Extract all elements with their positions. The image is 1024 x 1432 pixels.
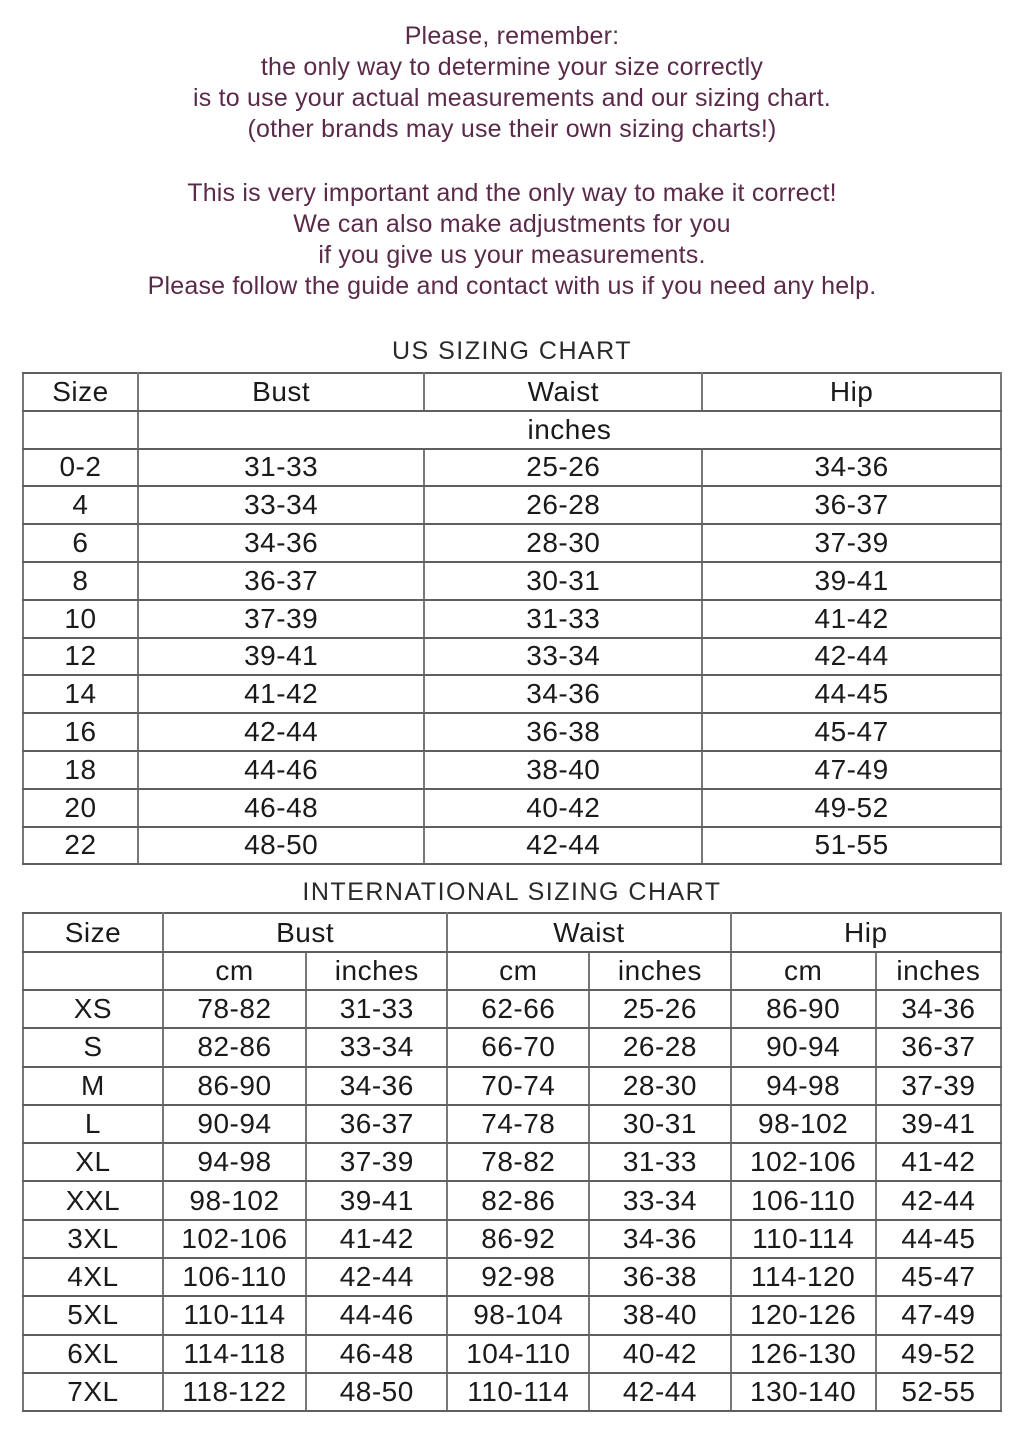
us-table-row bbox=[23, 789, 1001, 827]
measurement-cell: 39-41 bbox=[306, 1181, 447, 1219]
measurement-cell: 41-42 bbox=[138, 675, 425, 713]
column-header-size: Size bbox=[23, 913, 163, 951]
measurement-cell: 33-34 bbox=[306, 1028, 447, 1066]
measurement-cell: 33-34 bbox=[424, 638, 702, 676]
intl-table-row bbox=[23, 1028, 1001, 1066]
measurement-cell: 28-30 bbox=[424, 524, 702, 562]
unit-label-cell: inches bbox=[589, 952, 730, 990]
measurement-cell: 33-34 bbox=[138, 486, 425, 524]
size-cell: 6XL bbox=[23, 1335, 163, 1373]
measurement-cell: 74-78 bbox=[447, 1105, 589, 1143]
measurement-cell: 36-38 bbox=[424, 713, 702, 751]
column-header-waist: Waist bbox=[424, 373, 702, 411]
size-cell: 12 bbox=[23, 638, 138, 676]
measurement-cell: 98-102 bbox=[163, 1181, 306, 1219]
size-cell: 3XL bbox=[23, 1220, 163, 1258]
measurement-cell: 47-49 bbox=[702, 751, 1001, 789]
us-table-row bbox=[23, 751, 1001, 789]
measurement-cell: 114-118 bbox=[163, 1335, 306, 1373]
measurement-cell: 42-44 bbox=[589, 1373, 730, 1411]
us-table-row bbox=[23, 600, 1001, 638]
size-cell: 16 bbox=[23, 713, 138, 751]
intro-line: We can also make adjustments for you bbox=[293, 210, 731, 238]
measurement-cell: 31-33 bbox=[424, 600, 702, 638]
measurement-cell: 78-82 bbox=[163, 990, 306, 1028]
measurement-cell: 39-41 bbox=[702, 562, 1001, 600]
us-table-row bbox=[23, 675, 1001, 713]
measurement-cell: 66-70 bbox=[447, 1028, 589, 1066]
us-table-row bbox=[23, 486, 1001, 524]
unit-label-cell: cm bbox=[163, 952, 306, 990]
measurement-cell: 45-47 bbox=[702, 713, 1001, 751]
measurement-cell: 36-38 bbox=[589, 1258, 730, 1296]
intro-line: if you give us your measurements. bbox=[318, 241, 706, 269]
intl-table-row bbox=[23, 1143, 1001, 1181]
measurement-cell: 94-98 bbox=[731, 1067, 876, 1105]
unit-label-cell: inches bbox=[876, 952, 1001, 990]
measurement-cell: 30-31 bbox=[424, 562, 702, 600]
intl-table-row bbox=[23, 1335, 1001, 1373]
column-header-bust: Bust bbox=[138, 373, 425, 411]
measurement-cell: 62-66 bbox=[447, 990, 589, 1028]
intl-table-row bbox=[23, 1296, 1001, 1334]
size-cell: 7XL bbox=[23, 1373, 163, 1411]
measurement-cell: 86-90 bbox=[731, 990, 876, 1028]
measurement-cell: 90-94 bbox=[731, 1028, 876, 1066]
size-cell: S bbox=[23, 1028, 163, 1066]
us-chart-title: US SIZING CHART bbox=[391, 337, 633, 365]
measurement-cell: 38-40 bbox=[589, 1296, 730, 1334]
measurement-cell: 40-42 bbox=[424, 789, 702, 827]
measurement-cell: 42-44 bbox=[702, 638, 1001, 676]
measurement-cell: 98-102 bbox=[731, 1105, 876, 1143]
size-cell: 18 bbox=[23, 751, 138, 789]
measurement-cell: 31-33 bbox=[589, 1143, 730, 1181]
measurement-cell: 28-30 bbox=[589, 1067, 730, 1105]
size-cell: 10 bbox=[23, 600, 138, 638]
measurement-cell: 34-36 bbox=[702, 449, 1001, 487]
intro-note bbox=[0, 0, 1024, 302]
measurement-cell: 41-42 bbox=[702, 600, 1001, 638]
size-cell: M bbox=[23, 1067, 163, 1105]
measurement-cell: 78-82 bbox=[447, 1143, 589, 1181]
measurement-cell: 39-41 bbox=[876, 1105, 1001, 1143]
measurement-cell: 46-48 bbox=[138, 789, 425, 827]
measurement-cell: 110-114 bbox=[731, 1220, 876, 1258]
intro-line: (other brands may use their own sizing charts!) bbox=[247, 115, 777, 143]
measurement-cell: 31-33 bbox=[138, 449, 425, 487]
measurement-cell: 102-106 bbox=[163, 1220, 306, 1258]
intro-paragraph-2 bbox=[0, 178, 1024, 302]
size-cell: 0-2 bbox=[23, 449, 138, 487]
unit-label-cell: inches bbox=[306, 952, 447, 990]
measurement-cell: 34-36 bbox=[138, 524, 425, 562]
international-sizing-table bbox=[22, 912, 1002, 1412]
measurement-cell: 70-74 bbox=[447, 1067, 589, 1105]
size-cell: 14 bbox=[23, 675, 138, 713]
measurement-cell: 34-36 bbox=[306, 1067, 447, 1105]
column-header-size: Size bbox=[23, 373, 138, 411]
measurement-cell: 41-42 bbox=[876, 1143, 1001, 1181]
measurement-cell: 51-55 bbox=[702, 827, 1001, 865]
unit-label-cell: cm bbox=[731, 952, 876, 990]
measurement-cell: 102-106 bbox=[731, 1143, 876, 1181]
intl-table-row bbox=[23, 1220, 1001, 1258]
measurement-cell: 25-26 bbox=[424, 449, 702, 487]
measurement-cell: 34-36 bbox=[424, 675, 702, 713]
us-header-row bbox=[23, 373, 1001, 411]
intl-table-row bbox=[23, 1373, 1001, 1411]
size-cell: 20 bbox=[23, 789, 138, 827]
intl-unit-row bbox=[23, 952, 1001, 990]
measurement-cell: 44-46 bbox=[306, 1296, 447, 1334]
measurement-cell: 42-44 bbox=[306, 1258, 447, 1296]
unit-label-cell: cm bbox=[447, 952, 589, 990]
international-chart-title: INTERNATIONAL SIZING CHART bbox=[302, 878, 722, 907]
measurement-cell: 37-39 bbox=[876, 1067, 1001, 1105]
size-cell: 4 bbox=[23, 486, 138, 524]
measurement-cell: 36-37 bbox=[138, 562, 425, 600]
intro-line: Please, remember: bbox=[404, 22, 620, 50]
intl-table-row bbox=[23, 990, 1001, 1028]
intl-table-row bbox=[23, 1067, 1001, 1105]
measurement-cell: 31-33 bbox=[306, 990, 447, 1028]
measurement-cell: 110-114 bbox=[447, 1373, 589, 1411]
measurement-cell: 90-94 bbox=[163, 1105, 306, 1143]
intro-line: Please follow the guide and contact with us if you need any help. bbox=[147, 272, 877, 300]
measurement-cell: 106-110 bbox=[163, 1258, 306, 1296]
size-cell: 4XL bbox=[23, 1258, 163, 1296]
measurement-cell: 44-45 bbox=[876, 1220, 1001, 1258]
measurement-cell: 126-130 bbox=[731, 1335, 876, 1373]
size-cell: XXL bbox=[23, 1181, 163, 1219]
unit-label-cell: inches bbox=[138, 411, 1001, 449]
intro-line: This is very important and the only way to make it correct! bbox=[187, 179, 837, 207]
intl-header-row bbox=[23, 913, 1001, 951]
size-cell: L bbox=[23, 1105, 163, 1143]
measurement-cell: 44-46 bbox=[138, 751, 425, 789]
measurement-cell: 42-44 bbox=[876, 1181, 1001, 1219]
measurement-cell: 82-86 bbox=[163, 1028, 306, 1066]
measurement-cell: 36-37 bbox=[702, 486, 1001, 524]
measurement-cell: 34-36 bbox=[876, 990, 1001, 1028]
measurement-cell: 33-34 bbox=[589, 1181, 730, 1219]
size-cell: XL bbox=[23, 1143, 163, 1181]
measurement-cell: 36-37 bbox=[876, 1028, 1001, 1066]
measurement-cell: 38-40 bbox=[424, 751, 702, 789]
measurement-cell: 52-55 bbox=[876, 1373, 1001, 1411]
intro-line: the only way to determine your size correctly bbox=[260, 53, 764, 81]
measurement-cell: 120-126 bbox=[731, 1296, 876, 1334]
column-header-hip: Hip bbox=[731, 913, 1001, 951]
measurement-cell: 48-50 bbox=[306, 1373, 447, 1411]
us-table-row bbox=[23, 562, 1001, 600]
intl-table-row bbox=[23, 1105, 1001, 1143]
measurement-cell: 82-86 bbox=[447, 1181, 589, 1219]
measurement-cell: 45-47 bbox=[876, 1258, 1001, 1296]
column-header-waist: Waist bbox=[447, 913, 730, 951]
size-cell: XS bbox=[23, 990, 163, 1028]
size-cell: 22 bbox=[23, 827, 138, 865]
measurement-cell: 26-28 bbox=[424, 486, 702, 524]
measurement-cell: 46-48 bbox=[306, 1335, 447, 1373]
us-table-row bbox=[23, 524, 1001, 562]
measurement-cell: 104-110 bbox=[447, 1335, 589, 1373]
empty-cell bbox=[23, 411, 138, 449]
measurement-cell: 36-37 bbox=[306, 1105, 447, 1143]
measurement-cell: 44-45 bbox=[702, 675, 1001, 713]
intro-line: is to use your actual measurements and our sizing chart. bbox=[193, 84, 831, 112]
measurement-cell: 130-140 bbox=[731, 1373, 876, 1411]
measurement-cell: 42-44 bbox=[424, 827, 702, 865]
us-sizing-table bbox=[22, 372, 1002, 865]
measurement-cell: 118-122 bbox=[163, 1373, 306, 1411]
measurement-cell: 41-42 bbox=[306, 1220, 447, 1258]
intl-table-row bbox=[23, 1181, 1001, 1219]
empty-cell bbox=[23, 952, 163, 990]
measurement-cell: 92-98 bbox=[447, 1258, 589, 1296]
measurement-cell: 49-52 bbox=[876, 1335, 1001, 1373]
measurement-cell: 37-39 bbox=[138, 600, 425, 638]
measurement-cell: 94-98 bbox=[163, 1143, 306, 1181]
measurement-cell: 48-50 bbox=[138, 827, 425, 865]
measurement-cell: 47-49 bbox=[876, 1296, 1001, 1334]
measurement-cell: 114-120 bbox=[731, 1258, 876, 1296]
us-table-row bbox=[23, 827, 1001, 865]
intl-table-row bbox=[23, 1258, 1001, 1296]
size-cell: 5XL bbox=[23, 1296, 163, 1334]
us-table-row bbox=[23, 638, 1001, 676]
measurement-cell: 86-90 bbox=[163, 1067, 306, 1105]
intro-paragraph-1 bbox=[0, 21, 1024, 145]
size-cell: 6 bbox=[23, 524, 138, 562]
measurement-cell: 49-52 bbox=[702, 789, 1001, 827]
measurement-cell: 106-110 bbox=[731, 1181, 876, 1219]
measurement-cell: 30-31 bbox=[589, 1105, 730, 1143]
column-header-bust: Bust bbox=[163, 913, 448, 951]
measurement-cell: 25-26 bbox=[589, 990, 730, 1028]
us-table-row bbox=[23, 713, 1001, 751]
column-header-hip: Hip bbox=[702, 373, 1001, 411]
us-unit-row bbox=[23, 411, 1001, 449]
measurement-cell: 110-114 bbox=[163, 1296, 306, 1334]
measurement-cell: 42-44 bbox=[138, 713, 425, 751]
measurement-cell: 34-36 bbox=[589, 1220, 730, 1258]
us-table-row bbox=[23, 449, 1001, 487]
measurement-cell: 39-41 bbox=[138, 638, 425, 676]
size-cell: 8 bbox=[23, 562, 138, 600]
measurement-cell: 26-28 bbox=[589, 1028, 730, 1066]
measurement-cell: 86-92 bbox=[447, 1220, 589, 1258]
measurement-cell: 37-39 bbox=[306, 1143, 447, 1181]
measurement-cell: 98-104 bbox=[447, 1296, 589, 1334]
measurement-cell: 40-42 bbox=[589, 1335, 730, 1373]
measurement-cell: 37-39 bbox=[702, 524, 1001, 562]
